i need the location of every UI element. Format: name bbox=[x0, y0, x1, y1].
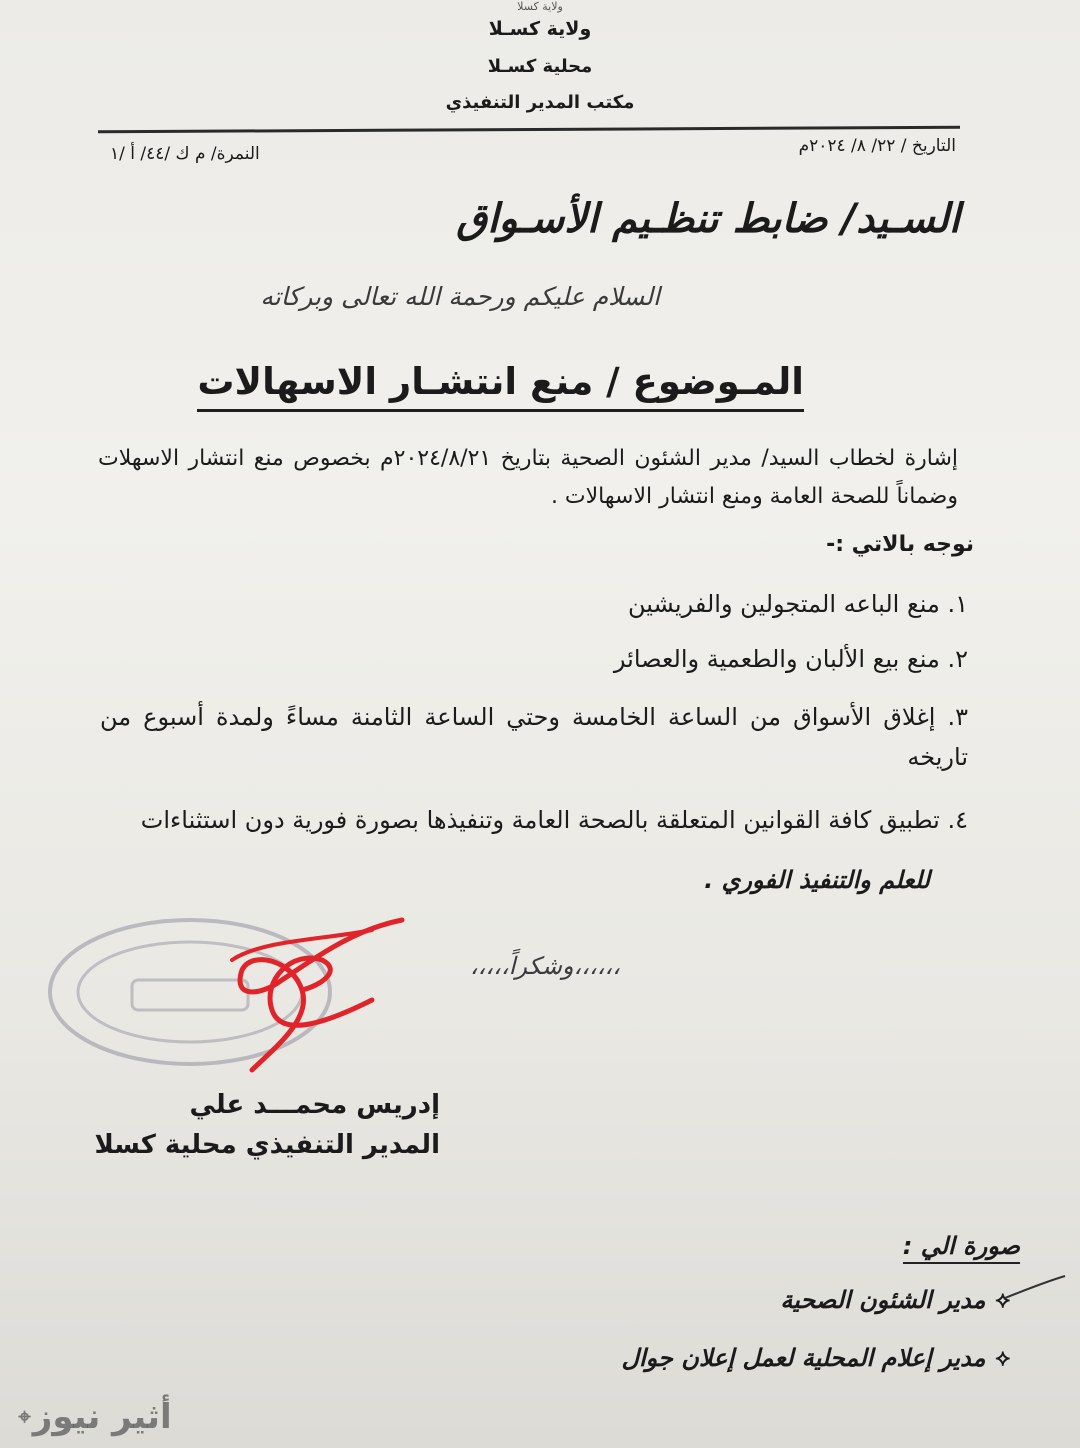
pin-bullet-icon: ⟡ bbox=[995, 1345, 1010, 1371]
list-item: ٢. منع بيع الألبان والطعمية والعصائر bbox=[613, 645, 968, 673]
header-divider bbox=[98, 126, 960, 134]
watermark-text: أثير نيوز bbox=[32, 1397, 172, 1437]
letter-date: التاريخ / ٢٢/ ٨/ ٢٠٢٤م bbox=[798, 136, 956, 156]
list-item: ١. منع الباعه المتجولين والفريشين bbox=[628, 590, 968, 618]
handwritten-signature bbox=[172, 900, 422, 1080]
check-mark-icon bbox=[1000, 1270, 1070, 1310]
pin-bullet-icon: ⟡ bbox=[995, 1287, 1010, 1313]
letterhead-locality: محلية كسـلا bbox=[487, 56, 593, 77]
letter-reference-number: النمرة/ م ك /٤٤/ أ /١ bbox=[110, 144, 260, 164]
copy-to-heading: صورة الي : bbox=[903, 1232, 1020, 1264]
subject-line: المـوضوع / منع انتشـار الاسهالات bbox=[197, 360, 804, 412]
list-item: ٤. تطبيق كافة القوانين المتعلقة بالصحة العامة وتنفيذها بصورة فورية دون استثناءات bbox=[140, 806, 968, 834]
copy-recipient-label: مدير إعلام المحلية لعمل إعلان جوال bbox=[621, 1344, 986, 1372]
greeting-calligraphy: السلام عليكم ورحمة الله تعالى وبركاته bbox=[260, 282, 660, 311]
closing-line: للعلم والتنفيذ الفوري . bbox=[704, 866, 930, 894]
copy-recipient-label: مدير الشئون الصحية bbox=[780, 1286, 986, 1314]
signer-title: المدير التنفيذي محلية كسلا bbox=[94, 1130, 440, 1160]
directive-heading: نوجه بالاتي :- bbox=[826, 532, 974, 557]
letterhead-top-line: ولاية كسلا bbox=[517, 0, 563, 13]
copy-recipient bbox=[780, 1286, 1010, 1314]
letterhead-office: مكتب المدير التنفيذي bbox=[445, 92, 635, 113]
letterhead-state: ولاية كسـلا bbox=[488, 18, 592, 40]
watermark-logo bbox=[0, 1386, 190, 1448]
addressee: السـيد/ ضابط تنظـيم الأسـواق bbox=[456, 196, 960, 242]
body-paragraph: إشارة لخطاب السيد/ مدير الشئون الصحية بتاريخ ٢٠٢٤/٨/٢١م بخصوص منع انتشار الاسهلات وضماناً للصحة العامة ومنع انتشار الاسهالات . bbox=[98, 446, 958, 509]
location-pin-icon: ⌖ bbox=[18, 1404, 31, 1430]
signer-name: إدريس محمـــد علي bbox=[189, 1090, 440, 1120]
thanks-line: ،،،،،،وشكراً،،،،، bbox=[470, 952, 621, 980]
list-item: ٣. إغلاق الأسواق من الساعة الخامسة وحتي الساعة الثامنة مساءً ولمدة أسبوع من تاريخه bbox=[100, 703, 968, 771]
copy-recipient bbox=[622, 1344, 1010, 1372]
